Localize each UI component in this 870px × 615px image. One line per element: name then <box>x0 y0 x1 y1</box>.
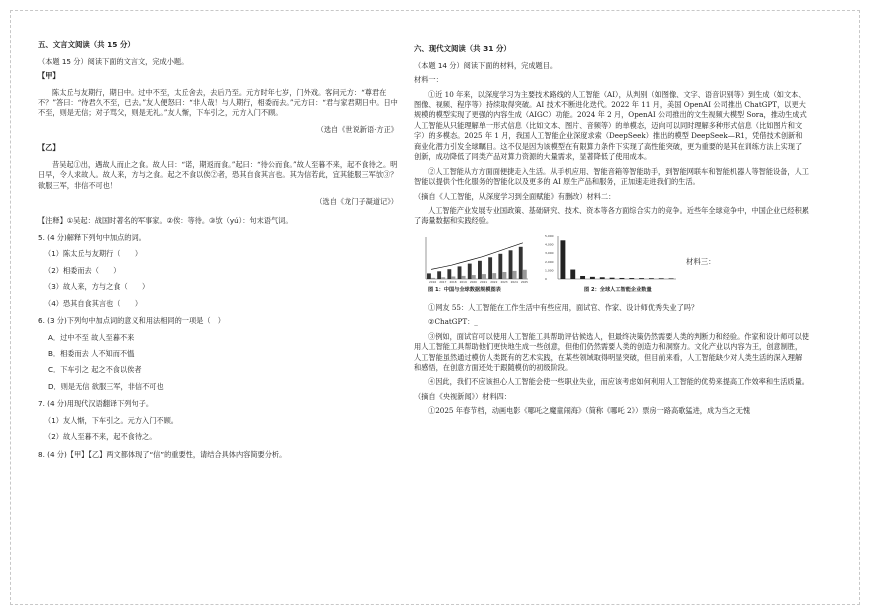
chart-2-bar <box>619 278 624 279</box>
q5-item: （1）陈太丘与友期行（ ） <box>44 249 143 259</box>
material3-question: ①网友 55：人工智能在工作生活中有些应用，面试官、作家、设计师优秀失业了吗？ <box>428 302 699 312</box>
chart-2-bar <box>649 278 654 279</box>
chart-1-bar-series-1 <box>447 269 451 279</box>
chart-2-y-tick-label: 3,000 <box>545 251 554 256</box>
chart-1-bar-series-2 <box>523 270 527 279</box>
chart-1-tick-label: 2024 <box>510 279 518 284</box>
chart-2-bar <box>560 240 565 279</box>
chart-2-bar <box>580 276 585 279</box>
chart-1-tick-label: 2020 <box>469 279 477 284</box>
chart-1-tick-label: 2021 <box>480 279 488 284</box>
jia-passage: 陈太丘与友期行，期日中。过中不至，太丘舍去，去后乃至。元方时年七岁，门外戏。客问元方：“尊君在不？”答曰：“待君久不至，已去。”友人便怒曰：“非人哉！与人期行，相委而去。”元方曰：“君与家君期日中。日中不至，则是无信；对子骂父，则是无礼。”友人惭，下车引之，元方入门不顾。 <box>38 87 398 118</box>
chart-2-bar <box>629 278 634 279</box>
chart-1-tick-label: 2017 <box>439 279 447 284</box>
chart-1-bar-series-1 <box>427 273 431 279</box>
chart-2-y-tick-label: 5,000 <box>545 233 554 238</box>
chart-2-svg <box>544 233 679 287</box>
chart-1-bar-series-1 <box>519 247 523 279</box>
chart-1-bar-series-1 <box>498 254 502 279</box>
material2-para: 人工智能产业发展专业国政策、基础研究、技术、资本等各方面综合实力的竞争。近些年全球竞争中，中国企业已经积累了海量数据和实践经验。 <box>414 205 809 226</box>
chart-1-bar-series-2 <box>441 277 445 279</box>
chart-1-tick-label: 2018 <box>449 279 457 284</box>
chart-1-bar-series-2 <box>451 276 455 279</box>
chart-1-tick-label: 2022 <box>490 279 498 284</box>
chart-1-tick-label: 2016 <box>429 279 437 284</box>
material1-para1: ①近 10 年来，以深度学习为主要技术路线的人工智能（AI），从判别（如图像、文字、语音识别等）到生成（如文本、图像、视频、程序等）持续取得突破。AI 技术不断进化迭代。2022 年 11 月，美国 OpenAI 公司推出 ChatGPT，以更大规模的模型实现了更强的内容生成（AIGC）功能。2024 年 2 月，OpenAI 公司推出的文生视频大模型 Sora，推动生成式人工智能从只能理解单一形式信息（比如文本、图片、音频等）的单模态，迈向可以同时理解多种形式信息（比如图片和文字）的多模态。2025 年 1 月，我国人工智能企业深度求索（DeepSeek）推出的模型 DeepSeek—R1，凭借技术创新和商业化潜力引发全球瞩目。这不仅是因为该模型在有限算力条件下实现了高性能突破，更为重要的是其在训练方法上实现了创新，成功降低了同类产品对算力资源的大量需求，显著降低了使用成本。 <box>414 89 807 162</box>
q5-item: （4）恐其自食其言也（ ） <box>44 298 143 308</box>
chart-1-tick-label: 2023 <box>500 279 508 284</box>
chart-1-bar-series-2 <box>502 272 506 279</box>
chart-1-bar-series-2 <box>431 278 435 279</box>
yi-passage: 昔吴起①出，遇故人而止之食。故人曰：“诺，期返而食。”起曰：“待公而食。”故人至暮不来，起不食待之。明日早，令人求故人。故人来，方与之食。起之不食以俟②者，恐其自食其言也。其为信若此，宜其能服三军欤③？欲服三军，非信不可也！ <box>38 159 398 190</box>
q6-option: C．下车引之 起之不食以俟者 <box>48 365 142 375</box>
chart-1-tick-label: 2019 <box>459 279 467 284</box>
q7-item: （2）故人至暮不来，起不食待之。 <box>44 432 157 442</box>
yi-tag: 【乙】 <box>38 143 60 153</box>
chart-2-y-tick-label: 4,000 <box>545 242 554 247</box>
chart-1-bar-series-1 <box>437 271 441 279</box>
material3-label: 材料三： <box>686 256 716 266</box>
chart-1-bar-series-2 <box>472 275 476 279</box>
material3-chatgpt: ②ChatGPT：_ <box>428 317 478 327</box>
chart-1-bar-series-1 <box>509 250 513 279</box>
chart-1-bar-series-1 <box>468 263 472 278</box>
chart-2-bar <box>659 278 664 279</box>
q5-item: （3）故人来，方与之食（ ） <box>44 282 150 292</box>
section6-title: 六、现代文阅读（共 31 分） <box>414 44 511 53</box>
chart-2-bar <box>570 269 575 278</box>
question-5: 5. (4 分)解释下列句中加点的词。 <box>38 232 146 242</box>
jia-source: （选自《世说新语·方正》 <box>316 124 398 134</box>
chart-1-bar-series-1 <box>488 257 492 279</box>
chart-1-bar-series-2 <box>513 271 517 279</box>
material3-source: （摘自《央视新闻》）材料四： <box>414 391 512 401</box>
material1-source: （摘自《人工智能，从深度学习到全面赋能》有删改）材料二： <box>414 191 616 201</box>
material3-para3: ③例如，面试官可以使用人工智能工具帮助评估候选人，但最终决策仍然需要人类的判断力和经验。作家和设计师可以使用人工智能工具帮助他们更快地生成一些创意，但他们仍然需要人类的创造力和洞察力。文化产业以内容为王，创意制胜，人工智能虽然通过模仿人类既有的艺术实践，在某些领域取得明显突破，但目前来看，人工智能缺少对人类生活的深入理解和感悟，在创意方面还处于跟随模仿的初级阶段。 <box>414 331 809 373</box>
figure-1 <box>414 233 532 295</box>
chart-1-tick-label: 2025 <box>520 279 528 284</box>
chart-1-bar-series-2 <box>492 273 496 279</box>
q6-option: B．相委而去 人不知而不愠 <box>48 349 135 359</box>
q7-item: （1）友人惭，下车引之。元方入门不顾。 <box>44 415 178 425</box>
chart-2-bar <box>590 277 595 279</box>
figures-row <box>414 233 809 295</box>
chart-2-bar <box>639 278 644 279</box>
figure-2 <box>544 233 679 295</box>
yi-source: （选自《龙门子凝道记》） <box>315 197 398 207</box>
material3-para4: ④因此，我们不应该担心人工智能会使一些职业失业，而应该考虑如何利用人工智能的优势来提高工作效率和生活质量。 <box>428 377 809 387</box>
chart-2-y-tick-label: 0 <box>545 276 547 281</box>
material1-label: 材料一： <box>414 75 443 85</box>
chart-1-bar-series-1 <box>478 261 482 279</box>
chart-2-y-tick-label: 1,000 <box>545 268 554 273</box>
jia-tag: 【甲】 <box>38 71 60 81</box>
figure-2-caption: 图 2：全球人工智能企业数量 <box>584 287 652 294</box>
annotation-notes: 【注释】①吴起：战国时著名的军事家。②俟：等待。③欤（yú）：句末语气词。 <box>38 215 293 225</box>
question-6: 6. (3 分)下列句中加点词的意义和用法相同的一项是（ ） <box>38 316 225 326</box>
chart-2-bar <box>610 278 615 279</box>
chart-2-bar <box>600 277 605 279</box>
chart-1-svg <box>414 233 532 287</box>
chart-1-bar-series-2 <box>482 274 486 279</box>
right-column <box>414 44 809 421</box>
chart-1-bar-series-1 <box>458 266 462 279</box>
question-8: 8. (4 分)【甲】【乙】两文都体现了“信”的重要性，请结合具体内容简要分析。 <box>38 449 287 459</box>
chart-1-bar-series-2 <box>462 276 466 279</box>
material1-para2: ②人工智能从方方面面便捷走入生活。从手机应用、智能音箱等智能助手，到智能网联车和智能机器人等智能设备，人工智能以提供个性化服务的智能化以及更多的 AI 原生产品和服务，正加速走进我们的生活。 <box>414 166 809 187</box>
section5-title: 五、文言文阅读（共 15 分） <box>38 40 135 49</box>
section6-intro: （本题 14 分）阅读下面的材料，完成题目。 <box>414 60 558 70</box>
section5-intro: （本题 15 分）阅读下面的文言文，完成小题。 <box>38 56 189 66</box>
left-column <box>38 40 398 466</box>
question-7: 7. (4 分)用现代汉语翻译下列句子。 <box>38 399 154 409</box>
figure-1-caption: 图 1：中国与全球数据规模图表 <box>428 287 501 294</box>
q6-option: D．则是无信 欲服三军，非信不可也 <box>48 381 164 391</box>
chart-2-bar <box>669 278 674 279</box>
material4-para: ①2025 年春节档，动画电影《哪吒之魔童闹海》（简称《哪吒 2》）票房一路高歌猛进，成为当之无愧 <box>428 406 751 416</box>
q5-item: （2）相委而去（ ） <box>44 265 121 275</box>
q6-option: A．过中不至 故人至暮不来 <box>48 332 135 342</box>
chart-2-y-tick-label: 2,000 <box>545 259 554 264</box>
